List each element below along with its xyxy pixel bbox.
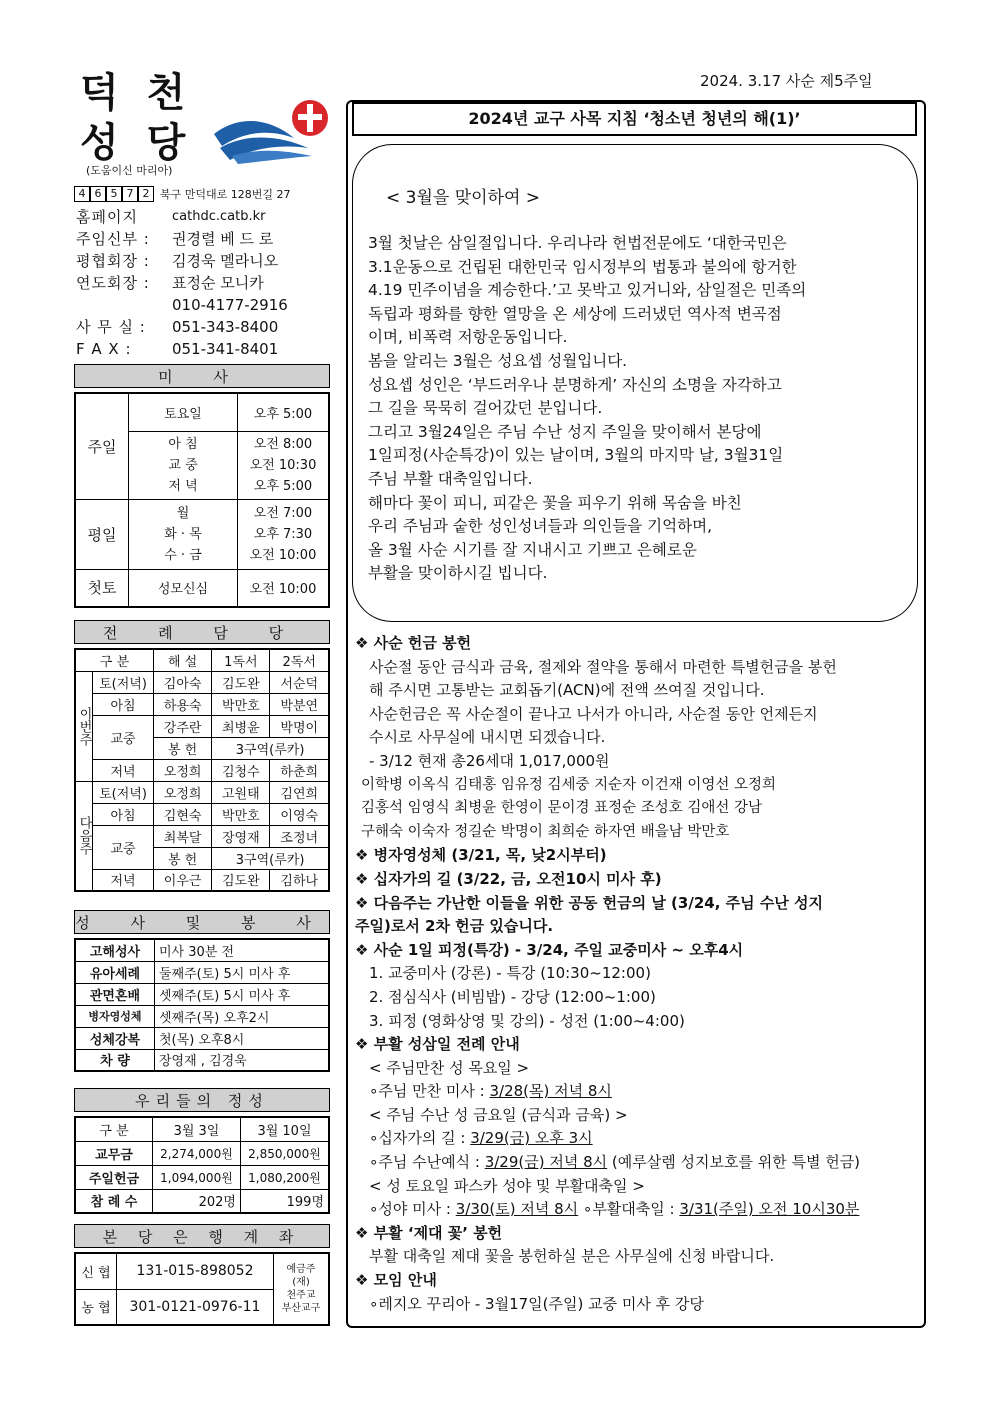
duty-person: 이우근: [154, 869, 212, 891]
duty-person: 조정녀: [270, 825, 329, 847]
service-name: 유아세례: [75, 961, 155, 983]
offering-value: 1,080,200원: [240, 1165, 329, 1189]
meeting-title: ❖ 모임 안내: [355, 1271, 437, 1290]
saturday-item-label: ∘성야 미사 :: [369, 1200, 456, 1219]
mass-table: [74, 392, 330, 608]
zip-digit: 6: [90, 186, 106, 202]
thursday-item-label: ∘주님 만찬 미사 :: [369, 1082, 490, 1101]
parish-logo-emblem: [212, 96, 332, 166]
friday-item: [355, 1151, 921, 1175]
offertory-group: 3구역(루카): [212, 847, 329, 869]
meeting-body: ∘레지오 꾸리아 - 3월17일(주일) 교중 미사 후 강당: [369, 1294, 704, 1313]
duty-person: 강주란: [154, 715, 212, 737]
offertory-label: 봉 헌: [154, 847, 212, 869]
bank-title: 본 당 은 행 계 좌: [74, 1224, 330, 1248]
mass-title: 미 사: [74, 364, 330, 388]
way-of-cross: ❖ 십자가의 길 (3/22, 금, 오전10시 미사 후): [355, 869, 662, 888]
triduum-title: ❖ 부활 성삼일 전례 안내: [355, 1035, 520, 1054]
thursday-item: [355, 1080, 921, 1104]
info-key: 평협회장 :: [76, 252, 150, 270]
account-number: 131-015-898052: [117, 1253, 274, 1289]
retreat-items: 1. 교중미사 (강론) - 특강 (10:30~12:00) 2. 점심식사 (비빔밥) - 강당 (12:00~1:00) 3. 피정 (영화상영 및 강의) - 성전 (1:00~4:00): [369, 964, 685, 1030]
sat-mass-time: 오후 5:00: [238, 393, 330, 431]
service-name: 병자영성체: [75, 1005, 155, 1027]
service-name: 고해성사: [75, 939, 155, 961]
duty-person: 장영재: [212, 825, 270, 847]
service-name: 차 량: [75, 1049, 155, 1071]
liturgy-duty: [74, 620, 330, 892]
service-name: 관면혼배: [75, 983, 155, 1005]
info-value: 표정순 모니카: [172, 274, 264, 292]
attendance-value: 202명: [153, 1189, 241, 1213]
zip-digit: 5: [106, 186, 122, 202]
parish-name-line1: 덕천: [80, 69, 214, 116]
friday-item-note: (예루살렘 성지보호를 위한 특별 헌금): [607, 1153, 861, 1172]
first-sat-name: 성모신심: [129, 569, 238, 607]
duty-person: 박만호: [212, 803, 270, 825]
sick-communion: ❖ 병자영성체 (3/21, 목, 낮2시부터): [355, 846, 607, 865]
thursday-item-value: 3/28(목) 저녁 8시: [489, 1082, 612, 1101]
first-sat-time: 오전 10:00: [238, 569, 330, 607]
sacraments-service: [74, 910, 330, 1072]
parish-name: [80, 68, 213, 168]
friday-item: [355, 1127, 921, 1151]
weekday-mass-names: 월 화 · 목 수 · 금: [129, 499, 238, 569]
next-week-label: 다음주: [75, 781, 93, 891]
friday-item-label: ∘십자가의 길 :: [369, 1129, 471, 1148]
duty-slot: 교중: [93, 715, 154, 759]
duty-person: 오정희: [154, 759, 212, 781]
friday-item-value: 3/29(금) 오후 3시: [470, 1129, 593, 1148]
service-time: 둘째주(토) 5시 미사 후: [155, 961, 330, 983]
duty-slot: 토(저녁): [93, 781, 154, 803]
info-value: 051-341-8401: [172, 340, 279, 358]
col-header: 3월 10일: [240, 1117, 329, 1141]
sacraments-title: 성 사 및 봉 사: [74, 910, 330, 934]
offering-summary: [74, 1088, 330, 1214]
weekday-label: 평일: [75, 499, 129, 569]
col-header: 구 분: [75, 1117, 153, 1141]
road-address: 북구 만덕대로 128번길 27: [160, 188, 291, 201]
offering-value: 2,274,000원: [153, 1141, 241, 1165]
service-time: 미사 30분 전: [155, 939, 330, 961]
mass-schedule: [74, 364, 330, 608]
bank-accounts: [74, 1224, 330, 1326]
offering-value: 2,850,000원: [240, 1141, 329, 1165]
offering-value: 1,094,000원: [153, 1165, 241, 1189]
col-header: 2독서: [270, 649, 329, 671]
sat-mass-name: 토요일: [129, 393, 238, 431]
bank-name: 농 협: [75, 1289, 117, 1325]
info-value: 010-4177-2916: [172, 296, 288, 314]
service-name: 성체강복: [75, 1027, 155, 1049]
sunday-mass-times: 오전 8:00 오전 10:30 오후 5:00: [238, 431, 330, 499]
zip-digit: 2: [138, 186, 154, 202]
duty-person: 김연희: [270, 781, 329, 803]
parish-subtitle: (도움이신 마리아): [86, 164, 173, 177]
service-time: 첫(목) 오후8시: [155, 1027, 330, 1049]
friday-item-value: 3/29(금) 저녁 8시: [484, 1153, 608, 1172]
offering-label: 주일헌금: [75, 1165, 153, 1189]
liturgy-table: [74, 648, 330, 892]
lent-offering-title: ❖ 사순 헌금 봉헌: [355, 634, 472, 652]
bank-table: [74, 1252, 330, 1326]
duty-slot: 토(저녁): [93, 671, 154, 693]
saturday-item-value: 3/31(주일) 오전 10시30분: [679, 1200, 860, 1219]
service-time: 셋째주(토) 5시 미사 후: [155, 983, 330, 1005]
parish-name-line2: 성당: [80, 119, 214, 166]
sacraments-table: [74, 938, 330, 1072]
lent-offering-body: 사순절 동안 금식과 금육, 절제와 절약을 통해서 마련한 특별헌금을 봉헌 해 주시면 고통받는 교회돕기(ACN)에 전액 쓰여질 것입니다. 사순헌금은 꼭 사순절이 끝나고 나서가 아니라, 사순절 동안 언제든지 수시로 사무실에 내시면 되겠습니다. - 3/12 현재 총26세대 1,017,000원: [369, 657, 837, 770]
duty-slot: 아침: [93, 693, 154, 715]
lent-donor-names: 이학병 이옥식 김태홍 임유정 김세중 지순자 이건재 이영선 오정희 김홍석 임영식 최병윤 한영이 문이경 표정순 조성호 김애선 강남 구해숙 이숙자 정길순 박명이 최희순 하자연 배을남 박만호: [361, 776, 777, 840]
news-section: [355, 632, 921, 1316]
zip-digit: 4: [74, 186, 90, 202]
sunday-label: 주일: [75, 393, 129, 499]
duty-person: 고원태: [212, 781, 270, 803]
zip-digit: 7: [122, 186, 138, 202]
saturday-title: < 성 토요일 파스카 성야 및 부활대축일 >: [369, 1176, 645, 1195]
account-number: 301-0121-0976-11: [117, 1289, 274, 1325]
altar-flower-body: 부활 대축일 제대 꽃을 봉헌하실 분은 사무실에 신청 바랍니다.: [369, 1247, 775, 1266]
saturday-item-label: ∘부활대축일 :: [578, 1200, 680, 1219]
duty-person: 김도완: [212, 671, 270, 693]
duty-slot: 교중: [93, 825, 154, 869]
offering-table: [74, 1116, 330, 1214]
info-key: 주임신부 :: [76, 230, 150, 248]
headline: 2024년 교구 사목 지침 ‘청소년 청년의 해(1)’: [352, 102, 917, 136]
duty-person: 하춘희: [270, 759, 329, 781]
bank-name: 신 협: [75, 1253, 117, 1289]
service-time: 셋째주(목) 오후2시: [155, 1005, 330, 1027]
address: [74, 186, 330, 202]
duty-person: 김하나: [270, 869, 329, 891]
weekday-mass-times: 오전 7:00 오후 7:30 오전 10:00: [238, 499, 330, 569]
duty-person: 박명이: [270, 715, 329, 737]
info-key: 연도회장 :: [76, 274, 150, 292]
duty-person: 하용숙: [154, 693, 212, 715]
col-header: 1독서: [212, 649, 270, 671]
offering-label: 교무금: [75, 1141, 153, 1165]
duty-person: 김현숙: [154, 803, 212, 825]
poor-collection: ❖ 다음주는 가난한 이들을 위한 공동 헌금의 날 (3/24, 주님 수난 성지 주일)로서 2차 헌금 있습니다.: [355, 893, 823, 936]
duty-person: 박만호: [212, 693, 270, 715]
duty-person: 서순덕: [270, 671, 329, 693]
saturday-items: [355, 1198, 921, 1222]
retreat-title: ❖ 사순 1일 피정(특강) - 3/24, 주일 교중미사 ~ 오후4시: [355, 940, 744, 959]
duty-slot: 저녁: [93, 869, 154, 891]
offering-title: 우리들의 정성: [74, 1088, 330, 1112]
info-key: F A X :: [76, 340, 132, 358]
info-key: 사 무 실 :: [76, 318, 146, 336]
sunday-mass-names: 아 침 교 중 저 녁: [129, 431, 238, 499]
duty-person: 김도완: [212, 869, 270, 891]
info-value: 권경렬 베 드 로: [172, 230, 274, 248]
duty-person: 최복달: [154, 825, 212, 847]
friday-title: < 주님 수난 성 금요일 (금식과 금육) >: [369, 1105, 628, 1124]
col-header: 해 설: [154, 649, 212, 671]
liturgy-title: 전 례 담 당: [74, 620, 330, 644]
attendance-value: 199명: [240, 1189, 329, 1213]
contact-info: [76, 206, 288, 360]
saturday-item-value: 3/30(토) 저녁 8시: [455, 1200, 579, 1219]
altar-flower-title: ❖ 부활 ‘제대 꽃’ 봉헌: [355, 1223, 503, 1242]
duty-person: 박분연: [270, 693, 329, 715]
service-time: 장영재 , 김경욱: [155, 1049, 330, 1071]
info-key: 홈페이지: [76, 208, 138, 226]
homepage-link[interactable]: cathdc.catb.kr: [172, 209, 266, 224]
this-week-label: 이번주: [75, 671, 93, 781]
info-value: 051-343-8400: [172, 318, 279, 336]
duty-person: 오정희: [154, 781, 212, 803]
duty-slot: 저녁: [93, 759, 154, 781]
duty-person: 김청수: [212, 759, 270, 781]
account-holder: 예금주 (재) 천주교 부산교구: [274, 1253, 330, 1325]
duty-person: 최병윤: [212, 715, 270, 737]
thursday-title: < 주님만찬 성 목요일 >: [369, 1058, 530, 1077]
col-header: 구 분: [75, 649, 154, 671]
duty-person: 김아숙: [154, 671, 212, 693]
first-sat-label: 첫토: [75, 569, 129, 607]
intro-body: 3월 첫날은 삼일절입니다. 우리나라 헌법전문에도 ‘대한국민은 3.1운동으로 건립된 대한민국 임시정부의 법통과 불의에 항거한 4.19 민주이념을 계승한다.’고 못박고 있거니와, 삼일절은 민족의 독립과 평화를 향한 열망을 온 세상에 드러냈던 역사적 변곡점 이며, 비폭력 저항운동입니다. 봄을 알리는 3월은 성요셉 성월입니다. 성요셉 성인은 ‘부드러우나 분명하게’ 자신의 소명을 자각하고 그 길을 묵묵히 걸어갔던 분입니다. 그리고 3월24일은 주님 수난 성지 주일을 맞이해서 본당에 1일피정(사순특강)이 있는 날이며, 3월의 마지막 날, 3월31일 주님 부활 대축일입니다. 해마다 꽃이 피니, 피같은 꽃을 피우기 위해 목숨을 바친 우리 주님과 숱한 성인성녀들과 의인들을 기억하며, 올 3월 사순 시기를 잘 지내시고 기쁘고 은혜로운 부활을 맞이하시길 빕니다.: [368, 234, 807, 583]
intro-title: < 3월을 맞이하여 >: [386, 188, 541, 208]
info-key: [76, 294, 172, 316]
col-header: 3월 3일: [153, 1117, 241, 1141]
friday-item-label: ∘주님 수난예식 :: [369, 1153, 485, 1172]
duty-person: 이영숙: [270, 803, 329, 825]
offertory-label: 봉 헌: [154, 737, 212, 759]
info-value: 김경욱 멜라니오: [172, 252, 279, 270]
issue-date: 2024. 3.17 사순 제5주일: [700, 72, 873, 90]
offertory-group: 3구역(루카): [212, 737, 329, 759]
offering-label: 참 례 수: [75, 1189, 153, 1213]
duty-slot: 아침: [93, 803, 154, 825]
